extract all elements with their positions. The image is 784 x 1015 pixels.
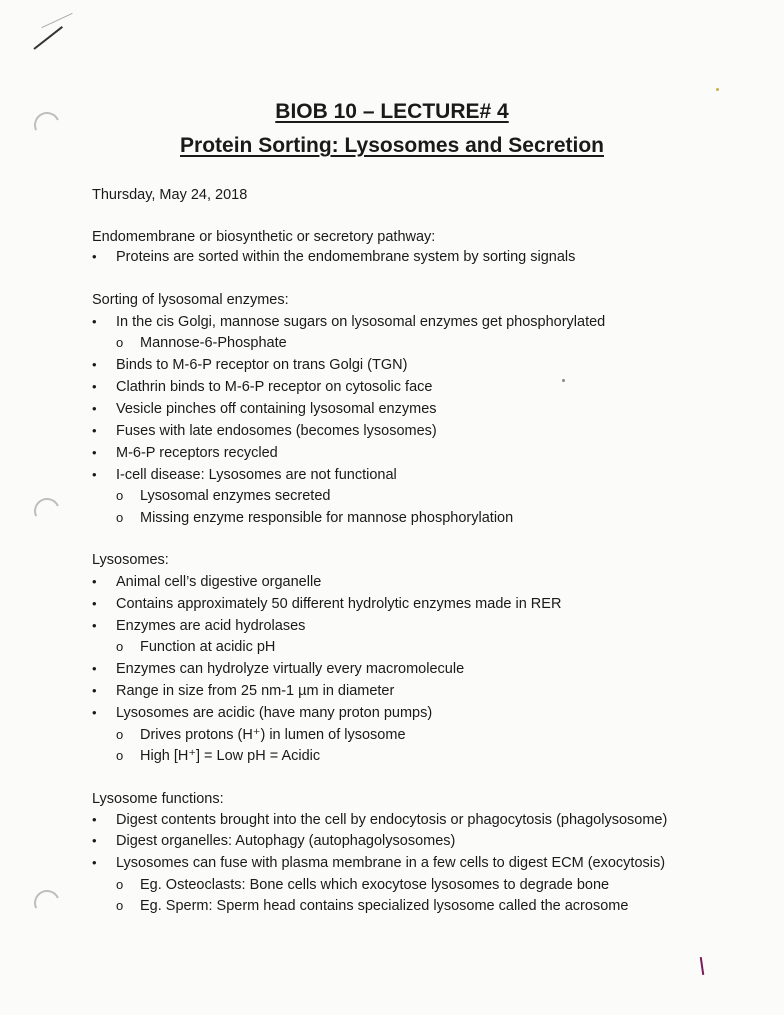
sub-bullet-item: High [H⁺] = Low pH = Acidic: [140, 748, 321, 764]
sub-bullet-item: Drives protons (H⁺) in lumen of lysosome: [140, 727, 406, 743]
bullet-marker: •: [92, 314, 97, 329]
bullet-marker: •: [92, 705, 97, 720]
bullet-item: Range in size from 25 nm-1 µm in diameter: [116, 683, 395, 699]
bullet-item: Fuses with late endosomes (becomes lysosomes): [116, 423, 437, 439]
bullet-marker: •: [92, 445, 97, 460]
sub-bullet-marker: o: [116, 748, 124, 763]
bullet-item: Animal cell’s digestive organelle: [116, 574, 322, 590]
bullet-item: Binds to M-6-P receptor on trans Golgi (TGN): [116, 357, 408, 373]
bullet-item: Lysosomes can fuse with plasma membrane in a few cells to digest ECM (exocytosis): [116, 855, 666, 871]
bullet-marker: •: [92, 249, 97, 264]
bullet-marker: •: [92, 357, 97, 372]
bullet-marker: •: [92, 833, 97, 848]
bullet-marker: •: [92, 618, 97, 633]
bullet-item: Contains approximately 50 different hydrolytic enzymes made in RER: [116, 596, 562, 612]
bullet-marker: •: [92, 855, 97, 870]
sub-bullet-marker: o: [116, 488, 124, 503]
bullet-marker: •: [92, 423, 97, 438]
bullet-marker: •: [92, 574, 97, 589]
sub-bullet-item: Function at acidic pH: [140, 639, 276, 655]
bullet-marker: •: [92, 812, 97, 827]
bullet-item: Lysosomes are acidic (have many proton pumps): [116, 705, 433, 721]
punch-hole-bottom: [30, 886, 63, 919]
bullet-marker: •: [92, 467, 97, 482]
bullet-item: Enzymes can hydrolyze virtually every macromolecule: [116, 661, 465, 677]
sub-bullet-marker: o: [116, 639, 124, 654]
section-heading: Lysosome functions:: [92, 791, 224, 807]
red-pen-mark: [700, 957, 704, 975]
punch-hole-middle: [30, 494, 63, 527]
speck: [562, 379, 565, 382]
pen-mark: [33, 26, 63, 50]
bullet-item: Clathrin binds to M-6-P receptor on cytosolic face: [116, 379, 433, 395]
bullet-item: I-cell disease: Lysosomes are not functional: [116, 467, 397, 483]
pen-mark-faint: [41, 13, 72, 28]
sub-bullet-marker: o: [116, 877, 124, 892]
section-heading: Endomembrane or biosynthetic or secretory pathway:: [92, 229, 436, 245]
lecture-title: BIOB 10 – LECTURE# 4: [275, 100, 509, 123]
sub-bullet-item: Missing enzyme responsible for mannose phosphorylation: [140, 510, 514, 526]
bullet-marker: •: [92, 661, 97, 676]
bullet-marker: •: [92, 401, 97, 416]
bullet-marker: •: [92, 379, 97, 394]
sub-bullet-item: Eg. Osteoclasts: Bone cells which exocytose lysosomes to degrade bone: [140, 877, 610, 893]
bullet-item: Digest contents brought into the cell by endocytosis or phagocytosis (phagolysosome): [116, 812, 668, 828]
sub-bullet-marker: o: [116, 727, 124, 742]
bullet-marker: •: [92, 683, 97, 698]
speck: [716, 88, 719, 91]
bullet-item: Vesicle pinches off containing lysosomal enzymes: [116, 401, 437, 417]
sub-bullet-marker: o: [116, 335, 124, 350]
bullet-item: Digest organelles: Autophagy (autophagolysosomes): [116, 833, 456, 849]
bullet-item: M-6-P receptors recycled: [116, 445, 278, 461]
bullet-item: Enzymes are acid hydrolases: [116, 618, 306, 634]
section-heading: Lysosomes:: [92, 552, 169, 568]
bullet-item: Proteins are sorted within the endomembrane system by sorting signals: [116, 249, 576, 265]
lecture-date: Thursday, May 24, 2018: [92, 187, 248, 203]
lecture-subtitle: Protein Sorting: Lysosomes and Secretion: [180, 134, 604, 157]
sub-bullet-item: Mannose-6-Phosphate: [140, 335, 287, 351]
bullet-item: In the cis Golgi, mannose sugars on lysosomal enzymes get phosphorylated: [116, 314, 606, 330]
sub-bullet-marker: o: [116, 898, 124, 913]
sub-bullet-marker: o: [116, 510, 124, 525]
sub-bullet-item: Lysosomal enzymes secreted: [140, 488, 331, 504]
bullet-marker: •: [92, 596, 97, 611]
section-heading: Sorting of lysosomal enzymes:: [92, 292, 289, 308]
sub-bullet-item: Eg. Sperm: Sperm head contains specialized lysosome called the acrosome: [140, 898, 629, 914]
